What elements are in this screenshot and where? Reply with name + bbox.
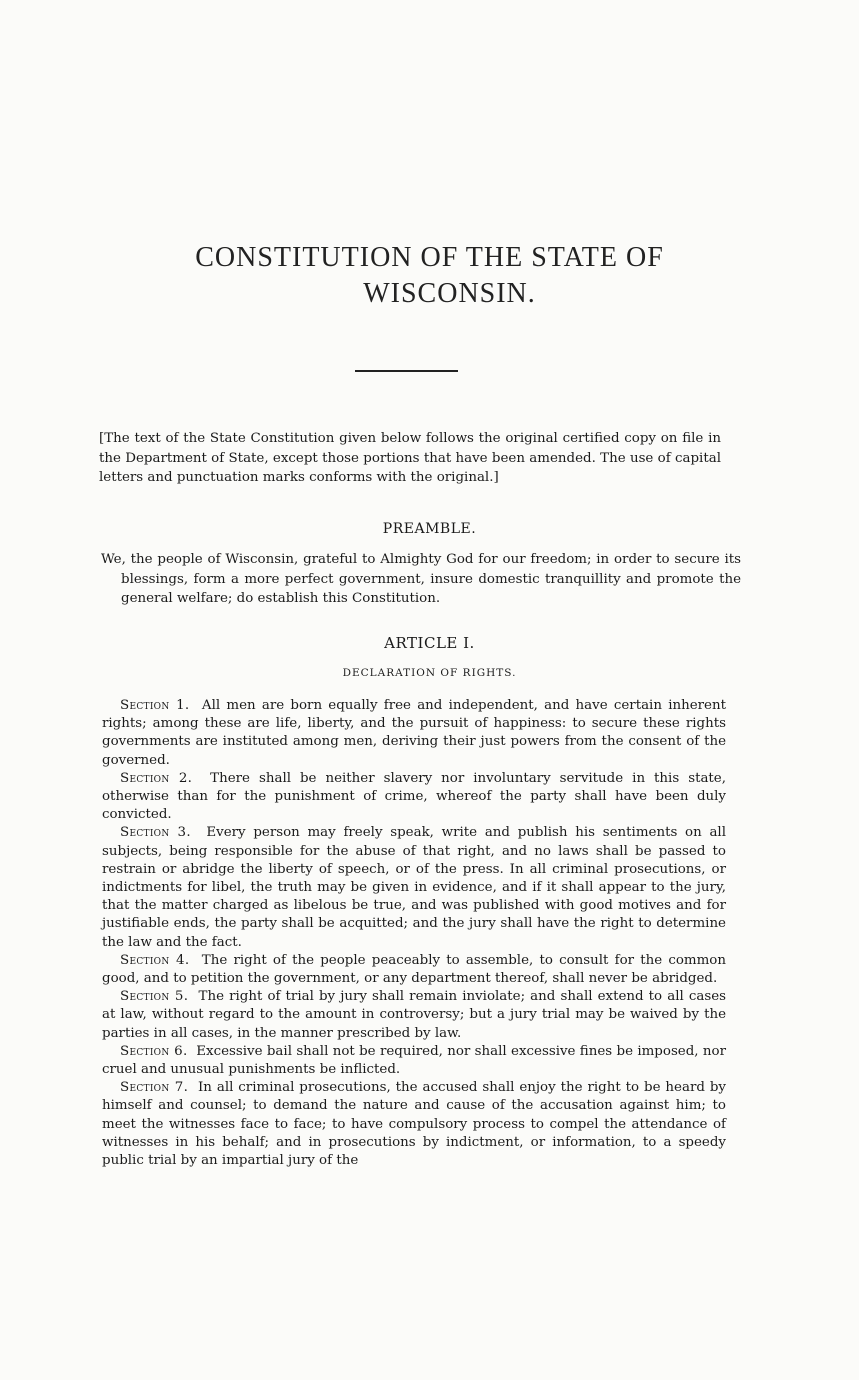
title-line-1: CONSTITUTION OF THE STATE OF <box>195 242 664 273</box>
section-text: The right of trial by jury shall remain inviolate; and shall extend to all cases at law, without regard to the amount in controversy; but a jury trial may be waived by the parties in all cases, in the manner prescribed by law. <box>102 989 726 1041</box>
section-paragraph <box>102 1079 726 1170</box>
preamble-heading: PREAMBLE. <box>382 521 477 537</box>
section-text: In all criminal prosecutions, the accused shall enjoy the right to be heard by himself and counsel; to demand the nature and cause of the accusation against him; to meet the witnesses face to face; to have compulsory process to compel the attendance of witnesses in his behalf; and in prosecutions by indictment, or information, to a speedy public trial by an impartial jury of the <box>102 1080 726 1169</box>
section-text: Excessive bail shall not be required, nor shall excessive fines be imposed, nor cruel and unusual punishments be inflicted. <box>102 1043 726 1078</box>
section-label: Section 1. <box>120 698 190 713</box>
section-label: Section 6. <box>120 1043 188 1059</box>
article-heading: ARTICLE I. <box>384 634 475 652</box>
section-text: The right of the people peaceably to assemble, to consult for the common good, and to petition the government, or any department thereof, shall never be abridged. <box>102 952 726 987</box>
editorial-note: [The text of the State Constitution given below follows the original certified copy on file in the Department of State, except those portions that have been amended. The use of capital letters and punctuation marks conforms with the original.] <box>99 431 721 486</box>
title-line-2: WISCONSIN. <box>363 278 536 309</box>
section-paragraph <box>102 824 726 951</box>
section-text: Every person may freely speak, write and publish his sentiments on all subjects, being responsible for the abuse of that right, and no laws shall be passed to restrain or abridge the liberty of speech, or of the press. In all criminal prosecutions, or indictments for libel, the truth may be given in evidence, and if it shall appear to the jury, that the matter charged as libelous be true, and was published with good motives and for justifiable ends, the party shall be acquitted; and the jury shall have the right to determine the law and the fact. <box>102 825 726 950</box>
sections-list <box>102 697 726 1170</box>
section-label: Section 5. <box>120 989 189 1005</box>
section-paragraph <box>102 1043 726 1079</box>
section-text: There shall be neither slavery nor involuntary servitude in this state, otherwise than for the punishment of crime, whereof the party shall have been duly convicted. <box>102 770 726 823</box>
section-label: Section 7. <box>120 1080 189 1096</box>
article-subheading: DECLARATION OF RIGHTS. <box>342 667 517 679</box>
section-paragraph <box>102 697 726 770</box>
title-divider <box>355 370 458 372</box>
section-label: Section 4. <box>120 952 190 968</box>
section-paragraph <box>102 770 726 825</box>
section-label: Section 2. <box>120 770 193 786</box>
page-title <box>0 240 859 312</box>
section-label: Section 3. <box>120 825 191 841</box>
section-paragraph <box>102 988 726 1043</box>
section-paragraph <box>102 952 726 988</box>
section-text: All men are born equally free and independent, and have certain inherent rights; among these are life, liberty, and the pursuit of happiness: to secure these rights governments are instituted among men, deriving their just powers from the consent of the governed. <box>102 698 726 768</box>
preamble-text: We, the people of Wisconsin, grateful to Almighty God for our freedom; in order to secure its blessings, form a more perfect government, insure domestic tranquillity and promote the general welfare; do establish this Constitution. <box>101 552 741 607</box>
